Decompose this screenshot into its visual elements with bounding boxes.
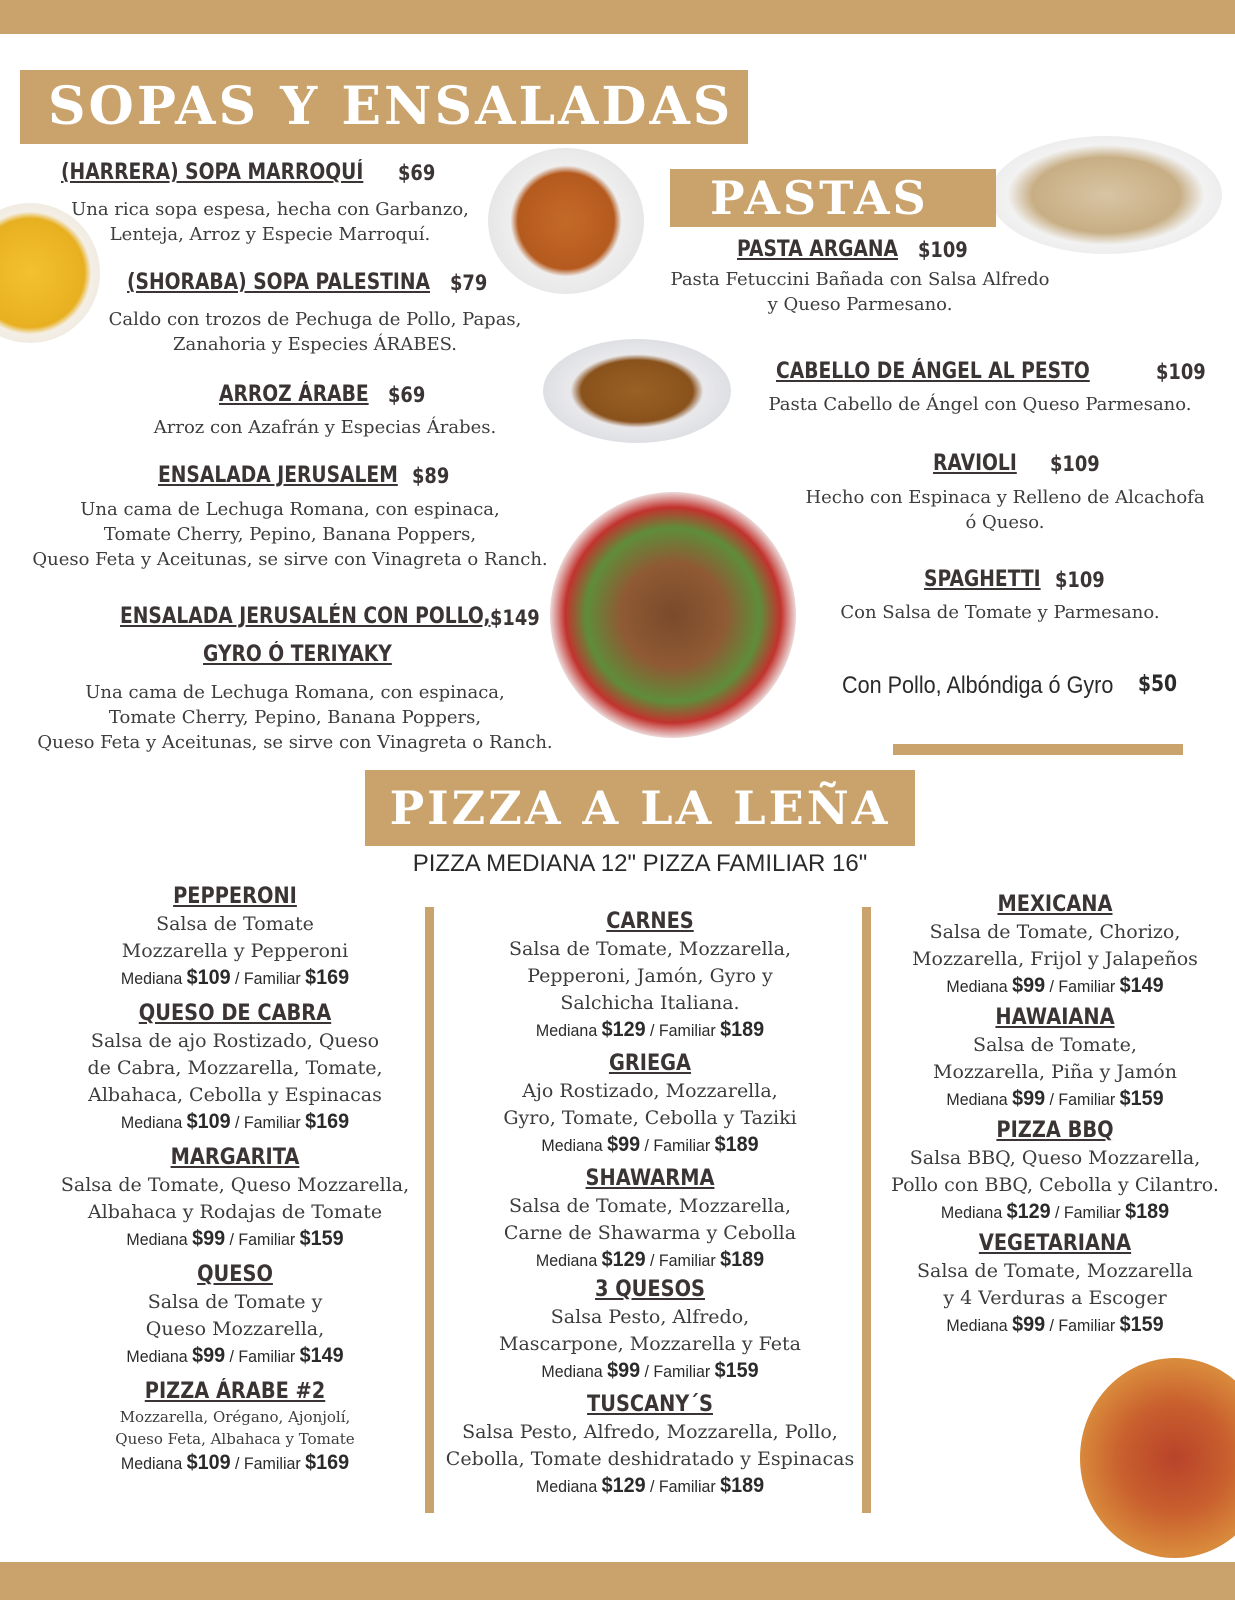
mediana-label: Mediana [535,1251,598,1270]
pizza-item [440,1050,860,1159]
pizza-desc-line: Salsa Pesto, Alfredo, [550,1306,750,1328]
pizza-banner-text: PIZZA A LA LEÑA [389,781,891,835]
jerusalem-price: $89 [412,464,450,488]
pizza-desc [440,1078,860,1132]
familiar-label: Familiar [1058,1090,1116,1109]
pizza-name: MARGARITA [170,1145,300,1170]
pizza-desc-line: y 4 Verduras a Escoger [943,1287,1167,1309]
pizza-price [56,1450,413,1477]
pizza-desc-line: Salsa de Tomate, Queso Mozzarella, [60,1174,410,1196]
pizza-divider-left [425,907,434,1513]
mediana-label: Mediana [541,1362,603,1381]
jerusalem-title: ENSALADA JERUSALEM [158,463,398,488]
familiar-label: Familiar [653,1362,711,1381]
pizza-price [891,1312,1220,1339]
pizza-divider-right [862,907,871,1513]
harrera-desc-line2: Lenteja, Arroz y Especie Marroquí. [109,224,431,245]
pizza-name: 3 QUESOS [595,1277,705,1302]
pizza-desc-line: Gyro, Tomate, Cebolla y Taziki [503,1107,797,1129]
pizza-price [56,1226,413,1253]
shoraba-desc [100,307,530,357]
pizza-column-3 [880,891,1230,1339]
shoraba-soup-image [543,339,731,443]
pizza-desc-line: Salsa de Tomate, Mozzarella, [508,938,791,960]
jerusalem-desc [25,497,555,572]
mediana-price: $99 [1012,974,1046,997]
pizza-name: MEXICANA [997,892,1113,917]
price-separator: / [1050,1203,1064,1222]
jerusalen-pollo-desc-line2: Tomate Cherry, Pepino, Banana Poppers, [108,707,482,728]
pizza-column-1 [45,883,425,1477]
familiar-price: $169 [305,966,350,989]
familiar-label: Familiar [658,1251,716,1270]
shoraba-title: (SHORABA) SOPA PALESTINA [127,270,431,295]
familiar-price: $159 [1119,1087,1164,1110]
pizza-price [56,1109,413,1136]
pizza-desc-line: Salsa de ajo Rostizado, Queso [90,1030,380,1052]
price-separator: / [230,1454,244,1473]
pizza-item [440,908,860,1044]
pizza-item [440,1165,860,1274]
arroz-title: ARROZ ÁRABE [219,382,369,407]
mediana-label: Mediana [946,977,1008,996]
mediana-price: $129 [601,1018,646,1041]
pastas-banner-text: PASTAS [710,171,929,225]
pizza-desc-line: Salsa de Tomate y [147,1291,323,1313]
pizza-desc [45,1406,425,1450]
familiar-price: $149 [299,1344,344,1367]
pizza-desc-line: Salchicha Italiana. [560,992,740,1014]
pizza-desc-line: Mozzarella, Frijol y Jalapeños [912,948,1198,970]
price-separator: / [1045,1090,1059,1109]
pizza-desc [440,1193,860,1247]
jerusalen-pollo-title-line2: GYRO Ó TERIYAKY [203,642,392,667]
familiar-price: $149 [1119,974,1164,997]
mediana-price: $109 [186,1451,231,1474]
mediana-label: Mediana [541,1136,603,1155]
argana-title: PASTA ARGANA [737,237,899,262]
pizza-item [880,1230,1230,1339]
mediana-label: Mediana [535,1021,598,1040]
pizza-desc-line: Carne de Shawarma y Cebolla [503,1222,797,1244]
pizza-desc-line: Cebolla, Tomate deshidratado y Espinacas [445,1448,855,1470]
price-separator: / [225,1230,239,1249]
cabello-desc-line1: Pasta Cabello de Ángel con Queso Parmesano. [768,394,1192,415]
pizza-item [45,1000,425,1136]
pizza-desc-line: Albahaca, Cebolla y Espinacas [88,1084,382,1106]
pizza-sizes: PIZZA MEDIANA 12" PIZZA FAMILIAR 16" [412,850,868,877]
jerusalen-pollo-desc-line3: Queso Feta y Aceitunas, se sirve con Vinagreta o Ranch. [37,732,553,753]
mediana-label: Mediana [940,1203,1003,1222]
ravioli-price: $109 [1050,452,1100,476]
familiar-label: Familiar [658,1021,716,1040]
pizza-price [453,1473,848,1500]
spaghetti-desc-line1: Con Salsa de Tomate y Parmesano. [840,602,1160,623]
pizza-desc-line: Mozzarella, Piña y Jamón [932,1061,1177,1083]
cabello-price: $109 [1156,360,1206,384]
price-separator: / [645,1251,659,1270]
jerusalen-pollo-title-line1: ENSALADA JERUSALÉN CON POLLO, [120,604,491,629]
familiar-label: Familiar [243,1113,301,1132]
pizza-item [440,1391,860,1500]
familiar-price: $159 [1119,1313,1164,1336]
pizza-desc-line: Mascarpone, Mozzarella y Feta [499,1333,801,1355]
arroz-desc [110,415,540,440]
pizza-item [45,1378,425,1477]
mediana-label: Mediana [126,1230,188,1249]
familiar-label: Familiar [1063,1203,1121,1222]
pizza-price [453,1017,848,1044]
mediana-label: Mediana [535,1477,598,1496]
pizza-item [45,1261,425,1370]
salad-plate-image [550,492,796,738]
harrera-desc-line1: Una rica sopa espesa, hecha con Garbanzo, [71,199,469,220]
arroz-desc-line1: Arroz con Azafrán y Especias Árabes. [153,417,497,438]
pizza-desc-line: Queso Mozzarella, [145,1318,325,1340]
pizza-item [880,1117,1230,1226]
familiar-label: Familiar [1058,977,1116,996]
shoraba-price: $79 [450,271,488,295]
mediana-label: Mediana [120,1113,183,1132]
pizza-desc [440,1304,860,1358]
mediana-price: $129 [601,1248,646,1271]
pizza-name: HAWAIANA [995,1005,1115,1030]
price-separator: / [1045,977,1059,996]
jerusalem-desc-line1: Una cama de Lechuga Romana, con espinaca, [80,499,500,520]
price-separator: / [225,1347,239,1366]
sopas-banner-text: SOPAS Y ENSALADAS [48,76,734,137]
pizza-price [453,1358,848,1385]
cabello-desc [760,392,1200,417]
pizza-item [440,1276,860,1385]
pizza-price [56,965,413,992]
price-separator: / [1045,1316,1059,1335]
bottom-band [0,1562,1235,1600]
price-separator: / [645,1021,659,1040]
ravioli-desc-line2: ó Queso. [965,512,1045,533]
pizza-desc-line: Mozzarella y Pepperoni [121,940,349,962]
shoraba-desc-line1: Caldo con trozos de Pechuga de Pollo, Papas, [108,309,522,330]
familiar-price: $189 [720,1474,765,1497]
mediana-price: $99 [1012,1087,1046,1110]
familiar-label: Familiar [243,969,301,988]
mediana-price: $99 [607,1359,641,1382]
pizza-desc [880,1258,1230,1312]
harrera-soup-image [488,148,644,294]
familiar-price: $159 [299,1227,344,1250]
pizza-price [453,1132,848,1159]
pizza-column-2 [440,908,860,1500]
price-separator: / [645,1477,659,1496]
familiar-price: $189 [720,1018,765,1041]
pizza-desc-line: Salsa de Tomate [156,913,314,935]
pizza-name: VEGETARIANA [978,1231,1132,1256]
jerusalem-desc-line2: Tomate Cherry, Pepino, Banana Poppers, [103,524,477,545]
mediana-label: Mediana [946,1316,1008,1335]
mediana-price: $99 [192,1344,226,1367]
familiar-price: $189 [714,1133,759,1156]
pizza-price [891,973,1220,1000]
pizza-price [891,1199,1220,1226]
familiar-label: Familiar [238,1230,296,1249]
mediana-label: Mediana [120,969,183,988]
ravioli-title: RAVIOLI [933,451,1017,476]
harrera-price: $69 [398,161,436,185]
spaghetti-title: SPAGHETTI [924,567,1041,592]
familiar-price: $189 [1125,1200,1170,1223]
pastas-banner [670,169,996,227]
pizza-item [45,1144,425,1253]
price-separator: / [230,969,244,988]
ravioli-desc [790,485,1220,535]
pizza-desc [440,936,860,1017]
mediana-price: $129 [601,1474,646,1497]
familiar-label: Familiar [653,1136,711,1155]
pizza-name: QUESO [197,1262,273,1287]
pizza-item [45,883,425,992]
familiar-label: Familiar [238,1347,296,1366]
pasta-extra-label: Con Pollo, Albóndiga ó Gyro [842,672,1114,699]
pizza-desc-line: Pollo con BBQ, Cebolla y Cilantro. [891,1174,1219,1196]
jerusalem-desc-line3: Queso Feta y Aceitunas, se sirve con Vinagreta o Ranch. [32,549,548,570]
familiar-label: Familiar [658,1477,716,1496]
harrera-title: (HARRERA) SOPA MARROQUÍ [61,160,364,185]
pasta-extra-price: $50 [1138,672,1178,697]
jerusalen-pollo-price: $149 [490,606,540,630]
pizza-desc-line: Ajo Rostizado, Mozzarella, [522,1080,778,1102]
pizza-name: PEPPERONI [173,884,297,909]
pizza-image [1080,1358,1235,1558]
pizza-name: PIZZA ÁRABE #2 [144,1379,326,1404]
pizza-item [880,1004,1230,1113]
mediana-label: Mediana [946,1090,1008,1109]
pizza-desc-line: Salsa de Tomate, [973,1034,1137,1056]
mediana-label: Mediana [126,1347,188,1366]
shoraba-desc-line2: Zanahoria y Especies ÁRABES. [172,334,458,355]
sopas-banner [20,70,748,144]
pizza-price [453,1247,848,1274]
pizza-item [880,891,1230,1000]
familiar-price: $169 [305,1451,350,1474]
cabello-title: CABELLO DE ÁNGEL AL PESTO [776,359,1090,384]
jerusalen-pollo-desc-line1: Una cama de Lechuga Romana, con espinaca, [85,682,505,703]
familiar-label: Familiar [243,1454,301,1473]
pizza-desc-line: Queso Feta, Albahaca y Tomate [115,1430,355,1448]
pizza-desc [880,1032,1230,1086]
argana-price: $109 [918,238,968,262]
mediana-price: $129 [1006,1200,1051,1223]
mediana-price: $109 [186,966,231,989]
argana-desc [650,267,1070,317]
mediana-price: $99 [607,1133,641,1156]
pizza-name: QUESO DE CABRA [138,1001,332,1026]
pizza-price [891,1086,1220,1113]
pizza-desc-line: Salsa de Tomate, Mozzarella, [508,1195,791,1217]
argana-desc-line1: Pasta Fetuccini Bañada con Salsa Alfredo [670,269,1050,290]
familiar-label: Familiar [1058,1316,1116,1335]
pasta-plate-image [990,136,1222,254]
pizza-banner [365,770,915,846]
pizza-name: GRIEGA [608,1051,692,1076]
pizza-price [56,1343,413,1370]
harrera-desc [60,197,480,247]
pizza-desc [880,919,1230,973]
pizza-desc-line: Albahaca y Rodajas de Tomate [87,1201,383,1223]
pizza-name: TUSCANY´S [587,1392,713,1417]
jerusalen-pollo-desc [30,680,560,755]
pizza-name: SHAWARMA [585,1166,715,1191]
familiar-price: $159 [714,1359,759,1382]
price-separator: / [230,1113,244,1132]
pizza-desc [45,1289,425,1343]
pizza-desc [440,1419,860,1473]
pizza-desc-line: Pepperoni, Jamón, Gyro y [527,965,773,987]
familiar-price: $189 [720,1248,765,1271]
pizza-desc [45,1172,425,1226]
pizza-desc-line: Salsa de Tomate, Chorizo, [929,921,1181,943]
price-separator: / [640,1362,654,1381]
spaghetti-desc [810,600,1190,625]
pizza-desc [45,1028,425,1109]
pizza-desc-line: Salsa BBQ, Queso Mozzarella, [909,1147,1201,1169]
pizza-desc [880,1145,1230,1199]
spaghetti-price: $109 [1055,568,1105,592]
arroz-price: $69 [388,383,426,407]
pizza-desc-line: Salsa Pesto, Alfredo, Mozzarella, Pollo, [462,1421,838,1443]
pastas-divider [893,744,1183,755]
pizza-desc-line: Salsa de Tomate, Mozzarella [917,1260,1193,1282]
pizza-name: CARNES [606,909,694,934]
pizza-desc-line: Mozzarella, Orégano, Ajonjolí, [119,1408,351,1426]
argana-desc-line2: y Queso Parmesano. [767,294,953,315]
mediana-price: $109 [186,1110,231,1133]
pizza-desc [45,911,425,965]
price-separator: / [640,1136,654,1155]
mediana-price: $99 [192,1227,226,1250]
familiar-price: $169 [305,1110,350,1133]
ravioli-desc-line1: Hecho con Espinaca y Relleno de Alcachofa [805,487,1205,508]
mediana-label: Mediana [120,1454,183,1473]
mediana-price: $99 [1012,1313,1046,1336]
pizza-desc-line: de Cabra, Mozzarella, Tomate, [87,1057,383,1079]
pizza-name: PIZZA BBQ [996,1118,1114,1143]
top-band [0,0,1235,34]
